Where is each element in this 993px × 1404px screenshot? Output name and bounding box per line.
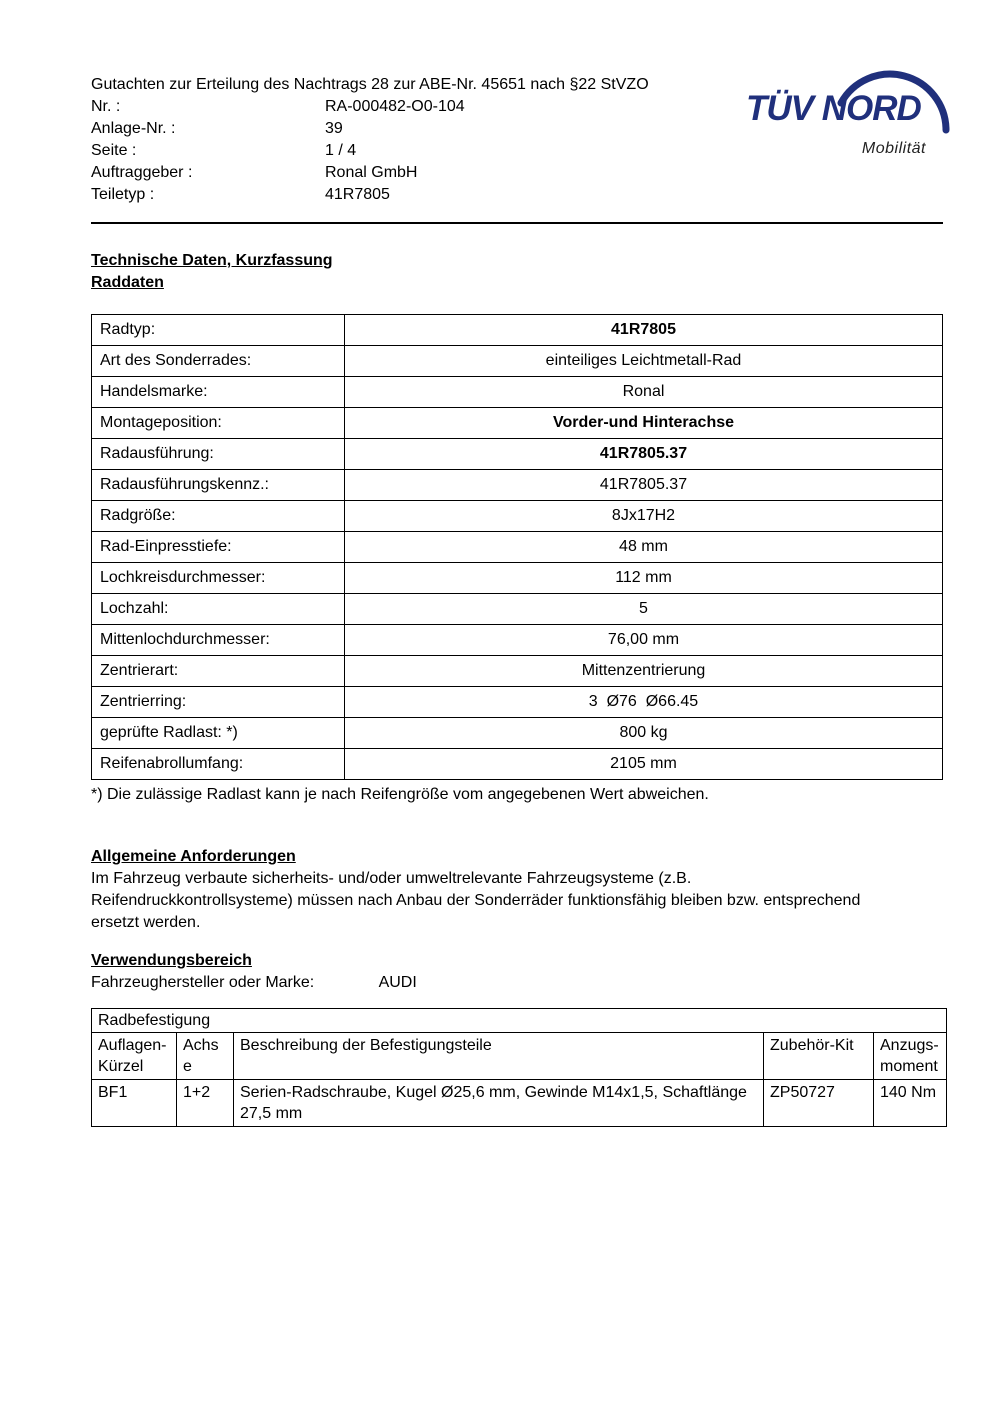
raddaten-value: Ronal <box>345 377 943 408</box>
table-row <box>92 1009 947 1033</box>
raddaten-value: 5 <box>345 594 943 625</box>
section-title-raddaten: Raddaten <box>91 274 164 291</box>
raddaten-value: Vorder-und Hinterachse <box>345 408 943 439</box>
befestigung-beschreibung: Serien-Radschraube, Kugel Ø25,6 mm, Gewinde M14x1,5, Schaftlänge 27,5 mm <box>234 1080 764 1127</box>
table-row <box>92 563 943 594</box>
raddaten-value: 76,00 mm <box>345 625 943 656</box>
anforderungen-body-text: Im Fahrzeug verbaute sicherheits- und/oder umweltrelevante Fahrzeugsysteme (z.B. Reifendruckkontrollsysteme) müssen nach Anbau der Sonderräder funktionsfähig bleiben bzw. entsprechend ersetzt werden. <box>91 870 861 931</box>
raddaten-label: Radgröße: <box>92 501 345 532</box>
header-field-value: 41R7805 <box>325 186 390 203</box>
table-row <box>92 749 943 780</box>
table-row <box>92 532 943 563</box>
table-row <box>92 315 943 346</box>
hersteller-row <box>91 972 943 994</box>
table-row <box>92 718 943 749</box>
table-row <box>92 439 943 470</box>
befestigung-kuerzel: BF1 <box>92 1080 177 1127</box>
raddaten-value: 800 kg <box>345 718 943 749</box>
raddaten-value: 2105 mm <box>345 749 943 780</box>
raddaten-value: Mittenzentrierung <box>345 656 943 687</box>
raddaten-label: Rad-Einpresstiefe: <box>92 532 345 563</box>
raddaten-label: Handelsmarke: <box>92 377 345 408</box>
table-row <box>92 656 943 687</box>
table-row <box>92 687 943 718</box>
column-header-anzugsmoment: Anzugs-moment <box>874 1033 947 1080</box>
section-title-verwendungsbereich: Verwendungsbereich <box>91 952 252 969</box>
raddaten-label: Reifenabrollumfang: <box>92 749 345 780</box>
vehicle-brand-value: AUDI <box>378 974 417 991</box>
section-title-technische-daten: Technische Daten, Kurzfassung <box>91 252 333 269</box>
header-field-value: 39 <box>325 120 343 137</box>
raddaten-value: 112 mm <box>345 563 943 594</box>
verwendungsbereich-section <box>91 950 943 994</box>
befestigung-moment: 140 Nm <box>874 1080 947 1127</box>
table-row <box>92 346 943 377</box>
document-title: Gutachten zur Erteilung des Nachtrags 28 zur ABE-Nr. 45651 nach §22 StVZO <box>91 76 649 93</box>
table-row <box>92 1080 947 1127</box>
raddaten-label: Radausführungskennz.: <box>92 470 345 501</box>
raddaten-value: 41R7805.37 <box>345 470 943 501</box>
raddaten-label: Radausführung: <box>92 439 345 470</box>
header-field-row <box>91 184 943 206</box>
raddaten-label: Zentrierring: <box>92 687 345 718</box>
header-field-value: 1 / 4 <box>325 142 357 159</box>
radbefestigung-caption: Radbefestigung <box>92 1009 947 1033</box>
raddaten-value: 3 Ø76 Ø66.45 <box>345 687 943 718</box>
table-row <box>92 377 943 408</box>
table-row <box>92 408 943 439</box>
befestigung-achse: 1+2 <box>177 1080 234 1127</box>
column-header-auflagen-kuerzel: Auflagen-Kürzel <box>92 1033 177 1080</box>
raddaten-table <box>91 314 943 780</box>
column-header-achse: Achse <box>177 1033 234 1080</box>
header-field-label: Seite : <box>91 142 137 159</box>
raddaten-label: Lochzahl: <box>92 594 345 625</box>
befestigung-kit: ZP50727 <box>764 1080 874 1127</box>
radlast-footnote: *) Die zulässige Radlast kann je nach Reifengröße vom angegebenen Wert abweichen. <box>91 786 709 803</box>
table-row <box>92 501 943 532</box>
raddaten-label: Lochkreisdurchmesser: <box>92 563 345 594</box>
logo-wordmark: TÜV NORD <box>746 89 921 128</box>
table-row <box>92 470 943 501</box>
raddaten-value: 41R7805.37 <box>345 439 943 470</box>
allgemeine-anforderungen-section <box>91 846 943 934</box>
column-header-zubehoer-kit: Zubehör-Kit <box>764 1033 874 1080</box>
tuev-nord-logo <box>746 38 958 170</box>
table-row <box>92 625 943 656</box>
raddaten-value: 48 mm <box>345 532 943 563</box>
raddaten-label: geprüfte Radlast: *) <box>92 718 345 749</box>
header-field-value: RA-000482-O0-104 <box>325 98 465 115</box>
raddaten-label: Art des Sonderrades: <box>92 346 345 377</box>
section-title-allgemeine-anforderungen: Allgemeine Anforderungen <box>91 848 296 865</box>
radbefestigung-table <box>91 1008 947 1127</box>
raddaten-label: Zentrierart: <box>92 656 345 687</box>
raddaten-value: einteiliges Leichtmetall-Rad <box>345 346 943 377</box>
raddaten-label: Mittenlochdurchmesser: <box>92 625 345 656</box>
header-field-value: Ronal GmbH <box>325 164 418 181</box>
header-field-label: Teiletyp : <box>91 186 155 203</box>
technische-daten-section <box>91 250 943 294</box>
header-field-label: Auftraggeber : <box>91 164 193 181</box>
raddaten-label: Montageposition: <box>92 408 345 439</box>
raddaten-value: 8Jx17H2 <box>345 501 943 532</box>
header-divider <box>91 222 943 224</box>
hersteller-label: Fahrzeughersteller oder Marke: <box>91 974 315 991</box>
table-header-row <box>92 1033 947 1080</box>
header-field-label: Anlage-Nr. : <box>91 120 176 137</box>
raddaten-label: Radtyp: <box>92 315 345 346</box>
header-field-label: Nr. : <box>91 98 121 115</box>
table-row <box>92 594 943 625</box>
column-header-beschreibung: Beschreibung der Befestigungsteile <box>234 1033 764 1080</box>
raddaten-value: 41R7805 <box>345 315 943 346</box>
logo-tagline: Mobilität <box>861 140 926 157</box>
